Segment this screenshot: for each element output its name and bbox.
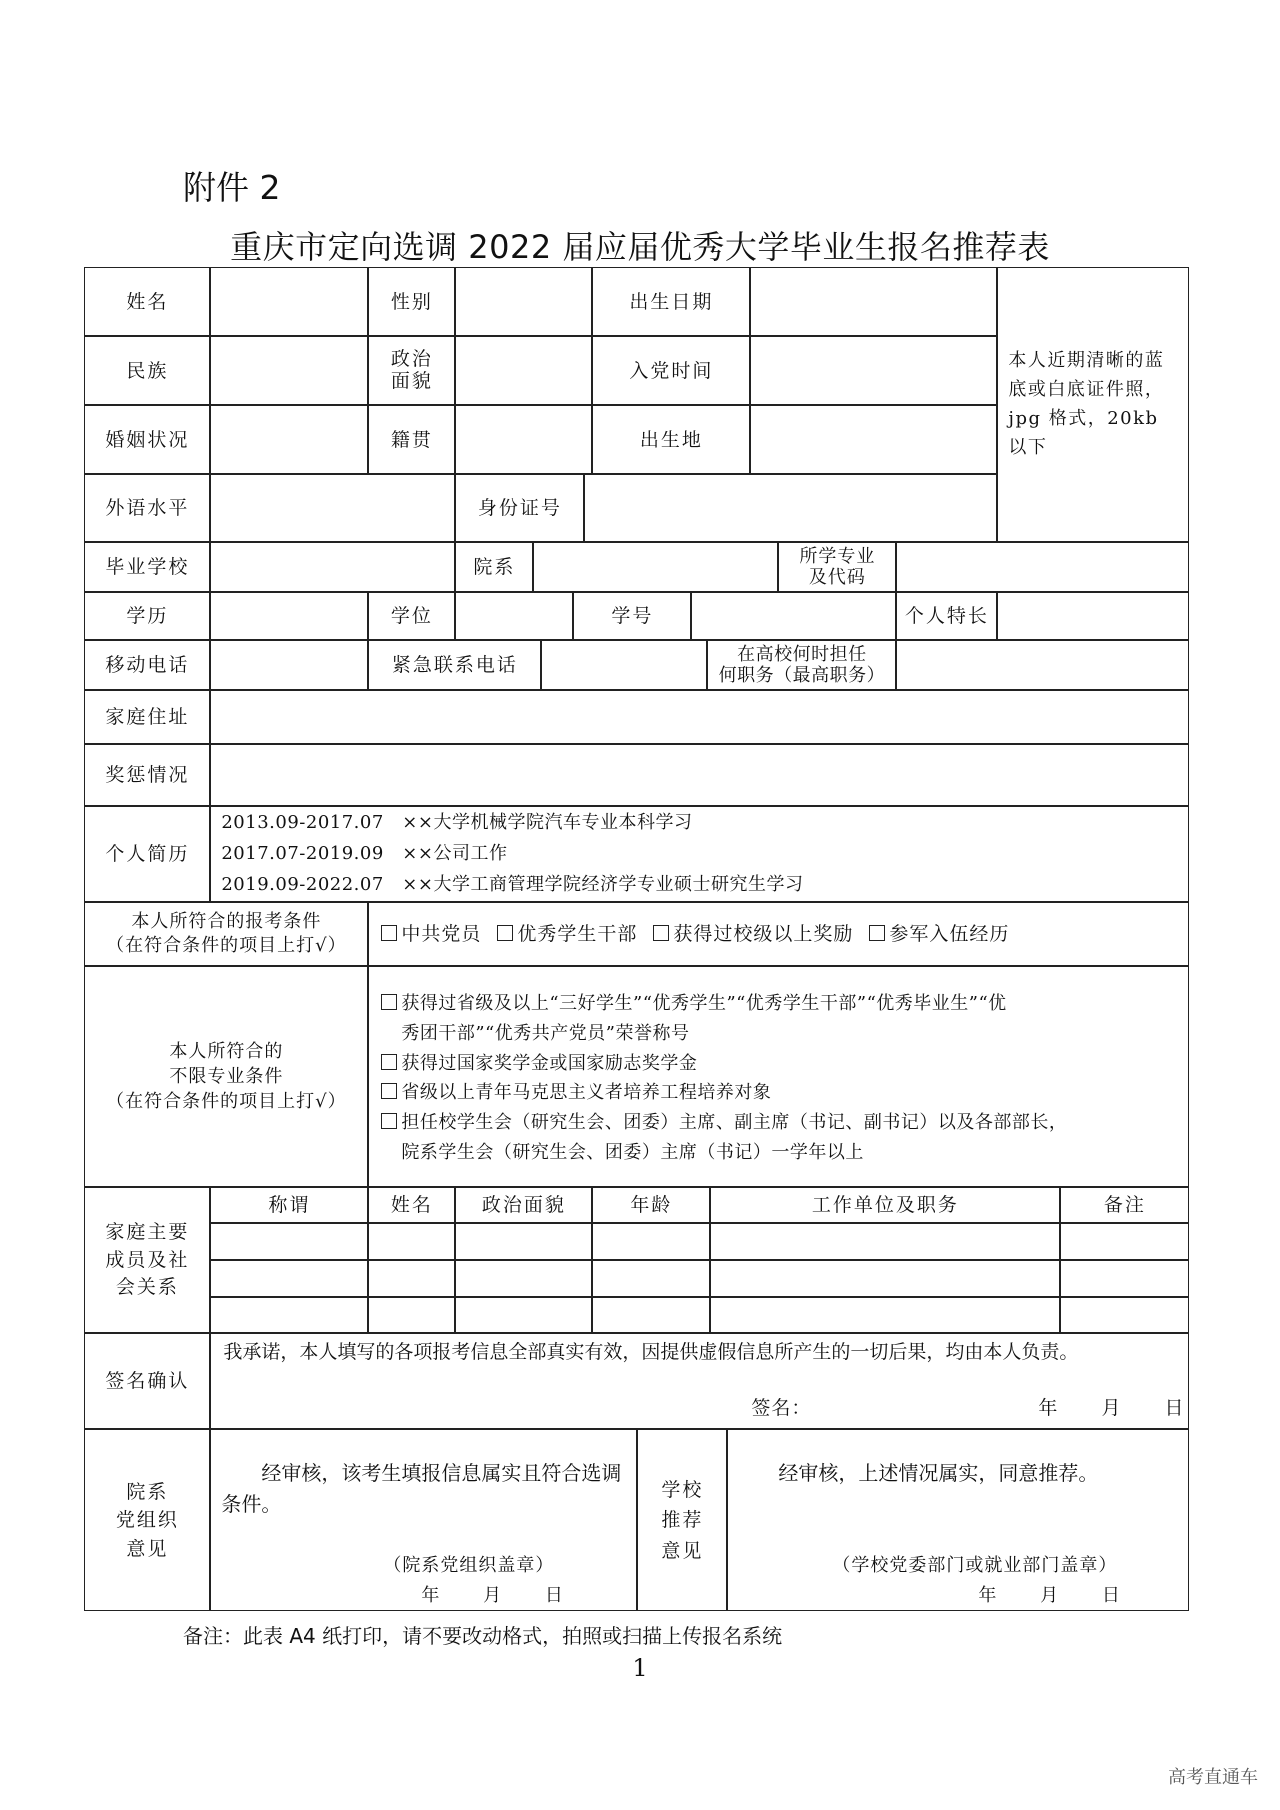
label-conditions	[84, 902, 368, 966]
family-cell[interactable]	[1060, 1260, 1189, 1297]
unrestricted-options	[368, 966, 1189, 1187]
input-party-date[interactable]	[750, 336, 997, 405]
label-dept: 院系	[455, 542, 533, 592]
input-ethnicity[interactable]	[210, 336, 368, 405]
input-birthplace[interactable]	[750, 405, 997, 474]
label-school-opinion-b: 推荐	[661, 1509, 704, 1532]
dept-opinion-text: 经审核，该考生填报信息属实且符合选调条件。	[221, 1461, 622, 1517]
family-cell[interactable]	[210, 1260, 368, 1297]
school-date-line	[978, 1584, 1120, 1607]
family-cell[interactable]	[210, 1223, 368, 1260]
label-name: 姓名	[84, 267, 210, 336]
label-marriage: 婚姻状况	[84, 405, 210, 474]
conditions-options	[368, 902, 1189, 966]
family-cell[interactable]	[710, 1297, 1060, 1333]
school-opinion-area[interactable]	[727, 1429, 1189, 1611]
condition-label: 参军入伍经历	[889, 923, 1010, 946]
label-political-a: 政治	[390, 348, 433, 371]
day-label: 日	[544, 1585, 564, 1607]
input-address[interactable]	[210, 690, 1189, 744]
input-student-no[interactable]	[691, 592, 896, 640]
label-dept-opinion	[84, 1429, 210, 1611]
family-cell[interactable]	[455, 1297, 592, 1333]
label-native: 籍贯	[368, 405, 455, 474]
registration-form	[85, 268, 1201, 1612]
family-cell[interactable]	[1060, 1223, 1189, 1260]
label-id: 身份证号	[455, 474, 584, 542]
family-cell[interactable]	[368, 1260, 455, 1297]
family-cell[interactable]	[455, 1260, 592, 1297]
option-text: 省级以上青年马克思主义者培养工程培养对象	[401, 1082, 772, 1104]
checkbox[interactable]	[381, 1054, 397, 1070]
footnote: 备注：此表 A4 纸打印，请不要改动格式，拍照或扫描上传报名系统	[183, 1624, 783, 1648]
signature-line	[751, 1396, 1184, 1421]
label-school-opinion-a: 学校	[661, 1478, 704, 1501]
label-language: 外语水平	[84, 474, 210, 542]
label-student-no: 学号	[573, 592, 691, 640]
label-school: 毕业学校	[84, 542, 210, 592]
family-cell[interactable]	[710, 1260, 1060, 1297]
label-dept-opinion-a: 院系	[126, 1480, 169, 1503]
label-ethnicity: 民族	[84, 336, 210, 405]
family-cell[interactable]	[1060, 1297, 1189, 1333]
page-number: 1	[632, 1654, 648, 1682]
condition-option[interactable]	[869, 922, 1009, 947]
label-major-a: 所学专业	[799, 545, 876, 567]
month-label: 月	[1040, 1585, 1060, 1607]
label-party-date: 入党时间	[592, 336, 750, 405]
label-political-b: 面貌	[390, 369, 433, 392]
family-cell[interactable]	[592, 1297, 710, 1333]
year-label: 年	[1038, 1396, 1059, 1419]
label-unrestricted	[84, 966, 368, 1187]
label-post	[707, 640, 896, 690]
month-label: 月	[483, 1585, 503, 1607]
label-emergency: 紧急联系电话	[368, 640, 541, 690]
input-birth[interactable]	[750, 267, 997, 336]
label-family	[84, 1187, 210, 1333]
family-header: 姓名	[368, 1187, 455, 1223]
input-mobile[interactable]	[210, 640, 368, 690]
input-native[interactable]	[455, 405, 592, 474]
family-header: 称谓	[210, 1187, 368, 1223]
family-header: 备注	[1060, 1187, 1189, 1223]
photo-area[interactable]: 本人近期清晰的蓝底或白底证件照，jpg 格式，20kb 以下	[997, 267, 1189, 542]
label-conditions-a: 本人所符合的报考条件	[131, 911, 322, 933]
unrestricted-option[interactable]	[381, 1108, 1182, 1138]
watermark: 高考直通车	[1168, 1767, 1258, 1788]
unrestricted-option[interactable]	[381, 1049, 1182, 1079]
family-cell[interactable]	[455, 1223, 592, 1260]
resume-entry: 2013.09-2017.07 ××大学机械学院汽车专业本科学习	[221, 812, 693, 834]
day-label: 日	[1164, 1396, 1185, 1419]
label-mobile: 移动电话	[84, 640, 210, 690]
family-cell[interactable]	[368, 1297, 455, 1333]
input-post[interactable]	[896, 640, 1189, 690]
label-school-opinion-c: 意见	[661, 1539, 704, 1562]
label-unrestricted-c: （在符合条件的项目上打√）	[106, 1091, 347, 1113]
label-dept-opinion-c: 意见	[126, 1537, 169, 1560]
checkbox[interactable]	[497, 925, 513, 941]
input-degree-level[interactable]	[210, 592, 368, 640]
family-cell[interactable]	[210, 1297, 368, 1333]
input-gender[interactable]	[455, 267, 592, 336]
option-text: 获得过国家奖学金或国家励志奖学金	[401, 1052, 698, 1074]
label-address: 家庭住址	[84, 690, 210, 744]
label-post-b: 何职务（最高职务）	[718, 665, 886, 687]
school-seal-label: （学校党委部门或就业部门盖章）	[832, 1555, 1118, 1577]
day-label: 日	[1101, 1585, 1121, 1607]
dept-date-line	[421, 1584, 563, 1607]
dept-opinion-area[interactable]	[210, 1429, 637, 1611]
family-cell[interactable]	[368, 1223, 455, 1260]
family-cell[interactable]	[592, 1223, 710, 1260]
condition-label: 优秀学生干部	[517, 923, 638, 946]
input-name[interactable]	[210, 267, 368, 336]
input-emergency[interactable]	[541, 640, 707, 690]
label-birthplace: 出生地	[592, 405, 750, 474]
signature-area[interactable]	[210, 1333, 1189, 1429]
family-cell[interactable]	[592, 1260, 710, 1297]
label-birth: 出生日期	[592, 267, 750, 336]
checkbox[interactable]	[381, 994, 397, 1010]
label-family-b: 成员及社	[105, 1248, 190, 1271]
input-political[interactable]	[455, 336, 592, 405]
label-unrestricted-b: 不限专业条件	[169, 1066, 284, 1088]
option-continuation: 院系学生会（研究生会、团委）主席（书记）一学年以上	[401, 1141, 864, 1163]
checkbox[interactable]	[869, 925, 885, 941]
checkbox[interactable]	[381, 925, 397, 941]
label-awards: 奖惩情况	[84, 744, 210, 806]
label-degree: 学位	[368, 592, 455, 640]
label-conditions-b: （在符合条件的项目上打√）	[106, 935, 347, 957]
resume-entry: 2019.09-2022.07 ××大学工商管理学院经济学专业硕士研究生学习	[221, 873, 804, 895]
label-specialty: 个人特长	[896, 592, 997, 640]
label-family-a: 家庭主要	[105, 1221, 190, 1244]
month-label: 月	[1101, 1396, 1122, 1419]
year-label: 年	[421, 1585, 441, 1607]
input-marriage[interactable]	[210, 405, 368, 474]
label-major	[778, 542, 896, 592]
family-header: 年龄	[592, 1187, 710, 1223]
checkbox[interactable]	[381, 1113, 397, 1129]
input-language[interactable]	[210, 474, 455, 542]
family-cell[interactable]	[710, 1223, 1060, 1260]
input-major[interactable]	[896, 542, 1189, 592]
unrestricted-option[interactable]	[381, 989, 1182, 1019]
input-id[interactable]	[584, 474, 997, 542]
dept-seal-label: （院系党组织盖章）	[383, 1555, 555, 1577]
input-awards[interactable]	[210, 744, 1189, 806]
unrestricted-option[interactable]	[381, 1078, 1182, 1108]
label-school-opinion	[637, 1429, 727, 1611]
condition-option[interactable]	[653, 922, 853, 947]
attachment-label: 附件 2	[183, 168, 281, 207]
checkbox[interactable]	[653, 925, 669, 941]
label-dept-opinion-b: 党组织	[115, 1509, 179, 1532]
resume-entry: 2017.07-2019.09 ××公司工作	[221, 843, 508, 865]
option-text: 获得过省级及以上“三好学生”“优秀学生”“优秀学生干部”“优秀毕业生”“优	[401, 993, 1007, 1015]
input-degree[interactable]	[455, 592, 573, 640]
label-degree-level: 学历	[84, 592, 210, 640]
label-gender: 性别	[368, 267, 455, 336]
label-signature: 签名确认	[84, 1333, 210, 1429]
condition-label: 获得过校级以上奖励	[673, 923, 854, 946]
input-dept[interactable]	[533, 542, 778, 592]
form-title: 重庆市定向选调 2022 届应届优秀大学毕业生报名推荐表	[230, 228, 1050, 266]
sign-label: 签名：	[751, 1396, 812, 1419]
label-political	[368, 336, 455, 405]
input-school[interactable]	[210, 542, 455, 592]
label-family-c: 会关系	[115, 1276, 179, 1299]
condition-label: 中共党员	[401, 923, 482, 946]
year-label: 年	[978, 1585, 998, 1607]
label-major-b: 及代码	[808, 567, 866, 589]
school-opinion-text: 经审核，上述情况属实，同意推荐。	[778, 1461, 1099, 1486]
label-unrestricted-a: 本人所符合的	[169, 1041, 284, 1063]
pledge-text: 我承诺，本人填写的各项报考信息全部真实有效，因提供虚假信息所产生的一切后果，均由本人负责。	[223, 1341, 1079, 1364]
option-text: 担任校学生会（研究生会、团委）主席、副主席（书记、副书记）以及各部部长，	[401, 1112, 1068, 1134]
condition-option[interactable]	[381, 922, 481, 947]
option-continuation: 秀团干部”“优秀共产党员”荣誉称号	[401, 1023, 690, 1045]
condition-option[interactable]	[497, 922, 637, 947]
family-header: 工作单位及职务	[710, 1187, 1060, 1223]
resume-entries[interactable]	[210, 806, 1189, 902]
label-resume: 个人简历	[84, 806, 210, 902]
checkbox[interactable]	[381, 1083, 397, 1099]
input-specialty[interactable]	[997, 592, 1189, 640]
label-post-a: 在高校何时担任	[737, 643, 867, 665]
family-header: 政治面貌	[455, 1187, 592, 1223]
